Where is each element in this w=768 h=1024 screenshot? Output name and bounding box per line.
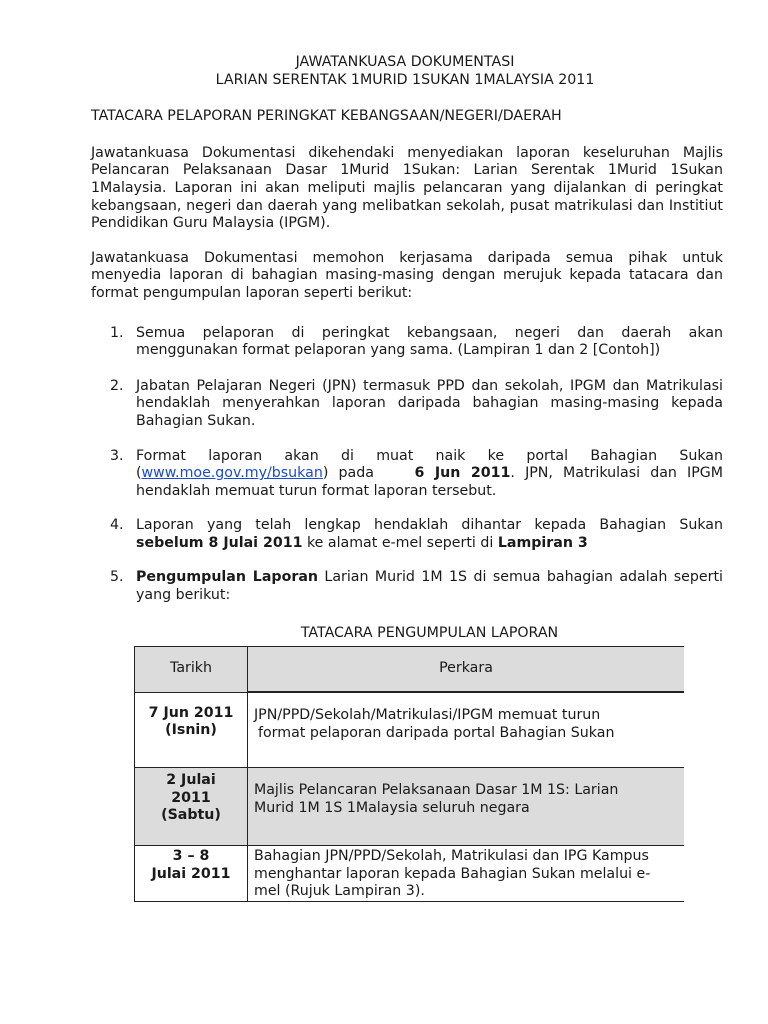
list-item bbox=[91, 517, 723, 552]
list-item bbox=[91, 448, 723, 501]
list-number: 5. bbox=[110, 569, 124, 586]
table-header-row bbox=[135, 647, 685, 693]
title-line-2: LARIAN SERENTAK 1MURID 1SUKAN 1MALAYSIA 2011 bbox=[215, 71, 595, 88]
document-title bbox=[87, 54, 723, 89]
list-item bbox=[91, 378, 723, 431]
paragraph-request: Jawatankuasa Dokumentasi memohon kerjasama daripada semua pihak untuk menyedia laporan di bahagian masing-masing dengan merujuk kepada tatacara dan format pengumpulan laporan seperti berikut: bbox=[91, 249, 723, 301]
date-line: (Sabtu) bbox=[161, 807, 221, 824]
date-cell bbox=[135, 768, 248, 846]
paragraph-intro: Jawatankuasa Dokumentasi dikehendaki menyediakan laporan keseluruhan Majlis Pelancaran Pelaksanaan Dasar 1Murid 1Sukan: Larian Serentak 1Murid 1Sukan 1Malaysia. Laporan ini akan meliputi majlis pelancaran yang dijalankan di peringkat kebangsaan, negeri dan daerah yang melibatkan sekolah, pusat matrikulasi dan Institiut Pendidikan Guru Malaysia (IPGM). bbox=[91, 144, 723, 232]
deadline-highlight: sebelum 8 Julai 2011 bbox=[136, 534, 303, 551]
column-header-item: Perkara bbox=[248, 647, 685, 693]
item-line: mel (Rujuk Lampiran 3). bbox=[254, 883, 425, 900]
item-line: menghantar laporan kepada Bahagian Sukan melalui e- bbox=[254, 865, 651, 882]
bsukan-portal-link[interactable]: www.moe.gov.my/bsukan bbox=[141, 465, 323, 482]
list-number: 4. bbox=[110, 517, 124, 534]
list-number: 1. bbox=[110, 324, 124, 341]
procedure-list bbox=[91, 325, 723, 605]
collection-highlight: Pengumpulan Laporan bbox=[136, 569, 318, 586]
date-line: Julai 2011 bbox=[151, 865, 231, 882]
date-line: 7 Jun 2011 bbox=[148, 704, 234, 721]
list-number: 2. bbox=[110, 377, 124, 394]
date-highlight: 6 Jun 2011 bbox=[414, 465, 511, 482]
column-header-date: Tarikh bbox=[135, 647, 248, 693]
date-line: (Isnin) bbox=[165, 722, 217, 739]
date-line: 2011 bbox=[171, 789, 211, 806]
list-item-text-part: . JPN, Matrikulasi dan IPGM hendaklah memuat turun format laporan tersebut. bbox=[136, 465, 724, 499]
appendix-highlight: Lampiran 3 bbox=[497, 534, 588, 551]
item-line: Majlis Pelancaran Pelaksanaan Dasar 1M 1S: Larian bbox=[254, 782, 619, 798]
list-item-text-part: Format laporan akan di muat naik ke portal Bahagian Sukan ( bbox=[136, 447, 723, 482]
list-number: 3. bbox=[110, 447, 124, 464]
list-item bbox=[91, 569, 723, 604]
date-line: 2 Julai bbox=[166, 772, 216, 788]
section-heading: TATACARA PELAPORAN PERINGKAT KEBANGSAAN/NEGERI/DAERAH bbox=[91, 108, 562, 125]
list-item-text bbox=[136, 517, 723, 552]
document-page bbox=[91, 54, 723, 642]
list-item-text bbox=[136, 569, 723, 604]
list-item bbox=[91, 325, 723, 360]
list-item-text bbox=[136, 448, 723, 501]
list-item-text-part: ke alamat e-mel seperti di bbox=[302, 534, 498, 551]
date-cell bbox=[135, 692, 248, 768]
table-row bbox=[135, 692, 685, 768]
table-row bbox=[135, 846, 685, 902]
item-line: Murid 1M 1S 1Malaysia seluruh negara bbox=[254, 799, 530, 816]
table-row bbox=[135, 768, 685, 846]
schedule-table bbox=[134, 646, 684, 902]
item-cell bbox=[248, 846, 685, 902]
item-line: Bahagian JPN/PPD/Sekolah, Matrikulasi dan IPG Kampus bbox=[254, 848, 649, 864]
date-cell bbox=[135, 846, 248, 902]
list-item-text-part: ) pada bbox=[322, 465, 385, 482]
item-line: JPN/PPD/Sekolah/Matrikulasi/IPGM memuat turun bbox=[254, 707, 601, 723]
item-cell bbox=[248, 768, 685, 846]
list-item-text: Semua pelaporan di peringkat kebangsaan, negeri dan daerah akan menggunakan format pelaporan yang sama. (Lampiran 1 dan 2 [Contoh]) bbox=[136, 324, 723, 359]
list-item-text-part: Larian Murid 1M 1S di semua bahagian adalah seperti yang berikut: bbox=[136, 569, 723, 604]
item-line: format pelaporan daripada portal Bahagian Sukan bbox=[258, 724, 615, 741]
title-line-1: JAWATANKUASA DOKUMENTASI bbox=[295, 54, 515, 70]
table-title: TATACARA PENGUMPULAN LAPORAN bbox=[300, 624, 559, 641]
date-line: 3 – 8 bbox=[172, 848, 210, 864]
item-cell bbox=[248, 692, 685, 768]
list-item-text-part: Laporan yang telah lengkap hendaklah dihantar kepada Bahagian Sukan bbox=[136, 517, 723, 534]
list-item-text: Jabatan Pelajaran Negeri (JPN) termasuk PPD dan sekolah, IPGM dan Matrikulasi hendaklah menyerahkan laporan daripada bahagian masing-masing kepada Bahagian Sukan. bbox=[136, 377, 723, 429]
